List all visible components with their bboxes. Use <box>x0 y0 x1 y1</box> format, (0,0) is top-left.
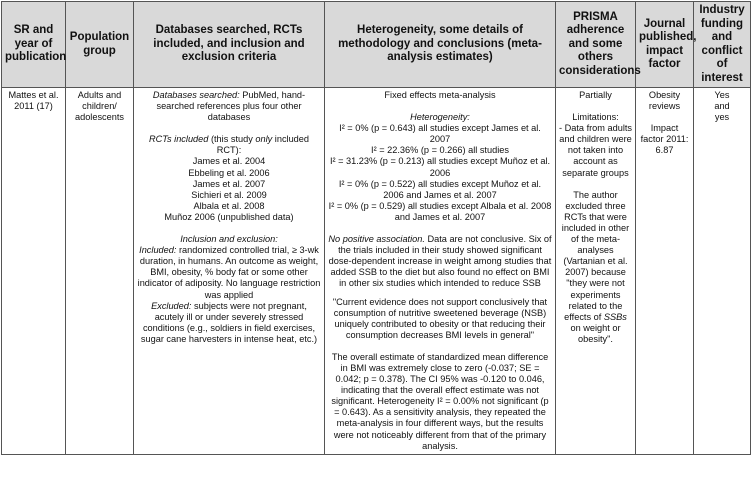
cell-databases <box>134 88 325 455</box>
inclusion-exclusion-label: Inclusion and exclusion: <box>180 234 278 245</box>
cell-funding <box>694 88 751 455</box>
excluded-text: Excluded: subjects were not pregnant, acutely ill or under severely stressed conditions (e.g., soldiers in field exercises, sugar cane harvesters in intense heat, etc.) <box>140 300 318 344</box>
review-table <box>1 1 751 455</box>
header-population: Population group <box>66 2 134 88</box>
databases-searched: Databases searched: PubMed, hand-searched references plus four other databases <box>152 90 306 123</box>
heterogeneity-line: I² = 31.23% (p = 0.213) all studies except Muñoz et al. 2006 <box>329 156 551 178</box>
cell-journal <box>636 88 694 455</box>
funding-conflict: yes <box>714 112 730 123</box>
limitations-text: - Data from adults and children were not taken into account as separate groups <box>559 123 633 178</box>
overall-text: The overall estimate of standardized mean difference in BMI was extremely close to zero (-0.037; SE = 0.042; p = 0.378). The CI 95% was -0.120 to 0.046, indicating that the overall effect estimate was not significant. Heterogeneity I² = 0.00% not significant (p = 0.643). As a sensitivity analysis, they repeated the meta-analysis in four different ways, but the results were not noticeably different from that of the primary analysis. <box>331 351 549 451</box>
header-heterogeneity: Heterogeneity, some details of methodology and conclusions (meta-analysis estimates) <box>325 2 556 88</box>
included-text: Included: randomized controlled trial, ≥ 3-wk duration, in humans. An outcome as weight, BMI, obesity, % body fat or some other indicator of adiposity. No language restriction was applied <box>137 245 321 300</box>
header-row <box>2 2 751 88</box>
impact-factor: Impact factor 2011: 6.87 <box>640 123 689 156</box>
quote-text: "Current evidence does not support conclusively that consumption of nutritive sweetened beverage (NSB) uniquely contributed to obesity or that reducing their consumption decreases BMI levels in general" <box>332 296 548 340</box>
sr-text: Mattes et al. 2011 (17) <box>8 90 59 112</box>
method-text: Fixed effects meta-analysis <box>384 90 496 100</box>
limitations-label: Limitations: <box>572 112 619 123</box>
header-journal: Journal published, impact factor <box>636 2 694 88</box>
cell-sr <box>2 88 66 455</box>
population-text: Adults and children/ adolescents <box>74 90 125 123</box>
heterogeneity-line: I² = 0% (p = 0.522) all studies except Muñoz et al. 2006 and James et al. 2007 <box>338 178 542 200</box>
cell-prisma <box>556 88 636 455</box>
cell-population <box>66 88 134 455</box>
author-text: The author excluded three RCTs that were included in other of the meta-analyses (Vartanian et al. 2007) because "they were not experiments related to the effects of SSBs on weight or obesity". <box>561 189 630 344</box>
table-row <box>2 88 751 455</box>
header-databases: Databases searched, RCTs included, and inclusion and exclusion criteria <box>134 2 325 88</box>
rct-item: Albala et al. 2008 <box>193 200 265 211</box>
header-funding: Industry funding and conflict of interest <box>694 2 751 88</box>
funding-conj: and <box>714 101 730 112</box>
rct-item: James et al. 2007 <box>192 178 266 189</box>
journal-name: Obesity reviews <box>648 90 681 112</box>
heterogeneity-label: Heterogeneity: <box>410 112 470 123</box>
prisma-adherence: Partially <box>579 90 612 100</box>
no-association-text: No positive association. Data are not conclusive. Six of the trials included in their study showed significant dose-dependent increase in weight among studies that added SSB to the diet but also found no effect on BMI in other six studies which intended to reduce SSB <box>328 234 552 289</box>
heterogeneity-line: I² = 0% (p = 0.643) all studies except James et al. 2007 <box>339 123 541 145</box>
header-prisma: PRISMA adherence and some others considerations <box>556 2 636 88</box>
rcts-label: RCTs included (this study only included RCT): <box>148 134 310 156</box>
header-sr: SR and year of publication <box>2 2 66 88</box>
heterogeneity-line: I² = 0% (p = 0.529) all studies except Albala et al. 2008 and James et al. 2007 <box>328 200 552 222</box>
rct-item: Ebbeling et al. 2006 <box>188 167 270 178</box>
heterogeneity-line: I² = 22.36% (p = 0.266) all studies <box>371 145 509 156</box>
rct-item: Sichieri et al. 2009 <box>191 189 267 200</box>
cell-heterogeneity <box>325 88 556 455</box>
rct-item: James et al. 2004 <box>192 156 266 167</box>
rct-item: Muñoz 2006 (unpublished data) <box>164 211 294 222</box>
funding-industry: Yes <box>714 90 730 100</box>
